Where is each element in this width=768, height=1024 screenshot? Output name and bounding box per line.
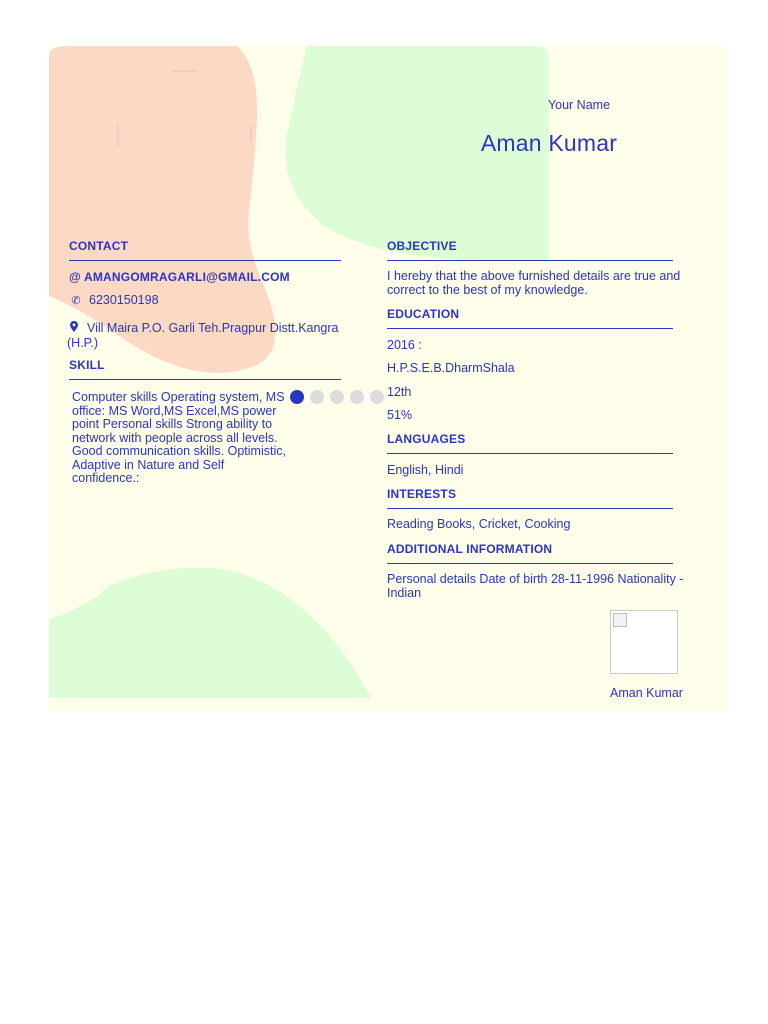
skill-heading: SKILL bbox=[69, 358, 105, 372]
rating-dot bbox=[330, 390, 344, 404]
additional-info-text: Personal details Date of birth 28-11-1996 Nationality - Indian bbox=[387, 572, 684, 600]
broken-image-icon bbox=[613, 613, 627, 627]
rating-dot bbox=[310, 390, 324, 404]
education-heading: EDUCATION bbox=[387, 307, 460, 321]
objective-text: I hereby that the above furnished details are true and correct to the best of my knowledge. bbox=[387, 269, 681, 297]
skill-text: Computer skills Operating system, MS office: MS Word,MS Excel,MS power point Personal skills Strong ability to network with people across all levels. Good communication skills. Optimistic, Adaptive in Nature and Self confidence.: bbox=[72, 390, 286, 485]
education-year: 2016 : bbox=[387, 338, 422, 352]
objective-divider bbox=[387, 260, 673, 261]
rating-dot bbox=[370, 390, 384, 404]
education-percent: 51% bbox=[387, 408, 413, 422]
contact-address-row bbox=[67, 321, 367, 350]
interests-divider bbox=[387, 508, 673, 509]
education-board: H.P.S.E.B.DharmShala bbox=[387, 361, 515, 375]
candidate-name: Aman Kumar bbox=[480, 130, 618, 156]
languages-divider bbox=[387, 453, 673, 454]
contact-address: Vill Maira P.O. Garli Teh.Pragpur Distt.Kangra (H.P.) bbox=[67, 321, 339, 350]
additional-info-heading: ADDITIONAL INFORMATION bbox=[387, 542, 553, 556]
interests-text: Reading Books, Cricket, Cooking bbox=[387, 517, 571, 531]
your-name-label: Your Name bbox=[547, 98, 611, 112]
contact-heading: CONTACT bbox=[69, 239, 129, 253]
rating-dot bbox=[350, 390, 364, 404]
signature-image bbox=[610, 610, 678, 674]
education-class: 12th bbox=[387, 385, 412, 399]
resume-sheet bbox=[49, 46, 726, 712]
interests-heading: INTERESTS bbox=[387, 487, 457, 501]
signature-name: Aman Kumar bbox=[610, 686, 683, 700]
skill-rating bbox=[290, 390, 384, 404]
objective-heading: OBJECTIVE bbox=[387, 239, 457, 253]
languages-heading: LANGUAGES bbox=[387, 432, 466, 446]
contact-email[interactable]: @ AMANGOMRAGARLI@GMAIL.COM bbox=[69, 270, 290, 284]
phone-icon: ✆ bbox=[71, 295, 81, 307]
skill-divider bbox=[69, 379, 341, 380]
contact-divider bbox=[69, 260, 341, 261]
contact-phone: 6230150198 bbox=[89, 293, 159, 307]
contact-phone-row bbox=[69, 294, 159, 309]
education-divider bbox=[387, 328, 673, 329]
languages-text: English, Hindi bbox=[387, 463, 464, 477]
additional-info-divider bbox=[387, 563, 673, 564]
rating-dot bbox=[290, 390, 304, 404]
map-pin-icon bbox=[67, 321, 81, 337]
green-blob-bottom bbox=[49, 568, 371, 698]
